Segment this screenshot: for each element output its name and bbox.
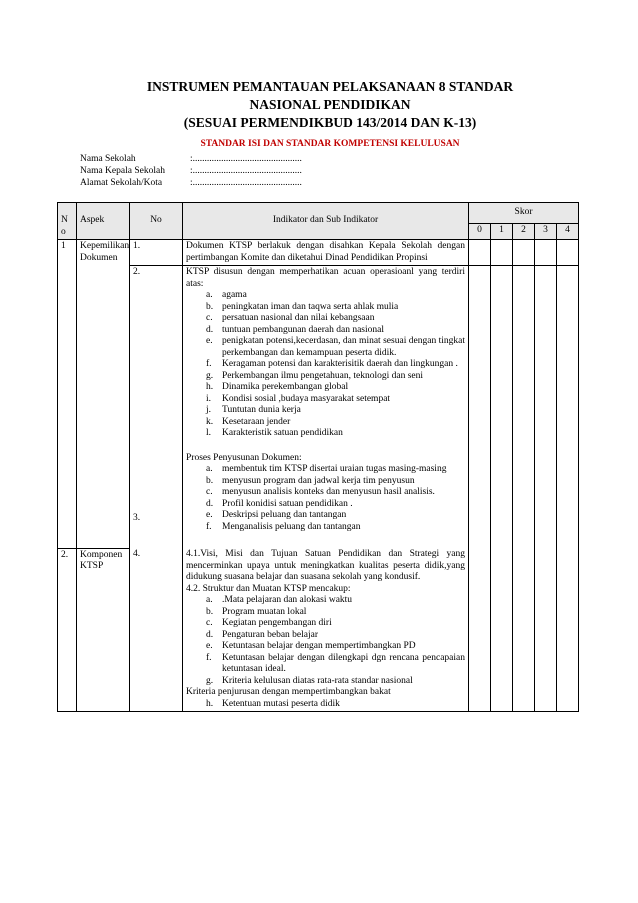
score-cell[interactable]: [557, 240, 579, 266]
header-no-line2: o: [61, 226, 66, 237]
list-item: [206, 290, 465, 302]
list-text: Deskripsi peluang dan tantangan: [222, 510, 347, 520]
list-text: Ketuntasan belajar dengan dilengkapi dgn rencana pencapaian ketuntasan ideal.: [222, 652, 465, 674]
list-marker: d.: [206, 324, 214, 335]
list-marker: l.: [206, 428, 212, 438]
list-text: menyusun program dan jadwal kerja tim penyusun: [222, 475, 415, 486]
list-item: [206, 699, 465, 711]
list-marker: g.: [206, 675, 214, 686]
list-item: [206, 522, 465, 534]
score-cell[interactable]: [513, 548, 535, 712]
list-marker: e.: [206, 510, 213, 520]
row-aspek: Kepemilikan Dokumen: [77, 240, 130, 549]
list-text: Program muatan lokal: [222, 606, 307, 617]
list-item: [206, 313, 465, 325]
list-item: [206, 487, 465, 499]
header-skor: Skor: [469, 203, 579, 224]
list-text: Keragaman potensi dan karakterisitik daerah dan lingkungan .: [222, 359, 458, 369]
title-line-3: (SESUAI PERMENDIKBUD 143/2014 DAN K-13): [183, 115, 477, 130]
skor-1: 1: [491, 224, 513, 240]
list-text: tuntuan pembangunan daerah dan nasional: [222, 324, 384, 335]
list-marker: b.: [206, 301, 214, 312]
list-item: [206, 336, 465, 359]
list-item: [206, 417, 465, 429]
score-cell[interactable]: [491, 240, 513, 266]
list-marker: b.: [206, 475, 214, 486]
list-text: Pengaturan beban belajar: [222, 629, 319, 640]
list-item: [206, 607, 465, 619]
info-label: Alamat Sekolah/Kota: [80, 178, 163, 188]
header-aspek: Aspek: [77, 203, 130, 240]
list-item: [206, 464, 465, 476]
score-cell[interactable]: [491, 266, 513, 549]
score-cell[interactable]: [535, 548, 557, 712]
list-text: menyusun analisis konteks dan menyusun hasil analisis.: [222, 487, 435, 497]
list-marker: c.: [206, 487, 213, 497]
indicator-number: 2.: [133, 267, 141, 277]
score-cell[interactable]: [535, 266, 557, 549]
list-text: Profil konidisi satuan pendidikan .: [222, 498, 353, 509]
indicator-text: Dokumen KTSP berlakuk dengan disahkan Kepala Sekolah dengan pertimbangan Komite dan diketahui Dinad Pendidikan Propinsi: [183, 240, 469, 266]
list-marker: i.: [206, 393, 212, 404]
list-marker: b.: [206, 606, 214, 617]
school-info: [80, 153, 302, 189]
list-item: [206, 653, 465, 676]
list-marker: k.: [206, 416, 214, 427]
list-marker: j.: [206, 405, 212, 415]
list-marker: f.: [206, 521, 212, 532]
list-text: Tuntutan dunia kerja: [222, 405, 301, 415]
list-text: Perkembangan ilmu pengetahuan, teknologi dan seni: [222, 370, 424, 381]
skor-2: 2: [513, 224, 535, 240]
row-aspek: Komponen KTSP: [77, 548, 130, 712]
list-item: [206, 595, 465, 607]
row-number: 1: [58, 240, 77, 549]
header-no: [58, 203, 77, 240]
list-item: [206, 630, 465, 642]
list-text: Ketentuan mutasi peserta didik: [222, 698, 340, 709]
list-marker: c.: [206, 313, 213, 323]
list-text: .Mata pelajaran dan alokasi waktu: [222, 595, 353, 605]
list-item: [206, 359, 465, 371]
list-item: [206, 325, 465, 337]
list-marker: a.: [206, 464, 213, 474]
title-line-2: NASIONAL PENDIDIKAN: [249, 97, 411, 112]
header-indikator: Indikator dan Sub Indikator: [183, 203, 469, 240]
list-item: [206, 302, 465, 314]
sub-indicator-list: [186, 290, 465, 440]
list-text: Karakteristik satuan pendidikan: [222, 428, 343, 438]
indicator-number-group: [130, 266, 183, 549]
list-marker: f.: [206, 652, 212, 663]
score-cell[interactable]: [557, 548, 579, 712]
indicator-number: 4.: [130, 548, 183, 712]
skor-3: 3: [535, 224, 557, 240]
table-header-row: [58, 203, 579, 224]
list-item: [206, 499, 465, 511]
list-marker: g.: [206, 370, 214, 381]
score-cell[interactable]: [469, 548, 491, 712]
list-item: [206, 476, 465, 488]
header-no-item: No: [130, 203, 183, 240]
list-text: Dinamika perekembangan global: [222, 382, 349, 392]
document-title: [80, 78, 580, 132]
list-text: Kriteria kelulusan diatas rata-rata standar nasional: [222, 675, 413, 686]
info-value: :..............................................: [190, 154, 302, 164]
indicator-text: Proses Penyusunan Dokumen:: [186, 452, 302, 463]
list-marker: d.: [206, 629, 214, 640]
list-marker: h.: [206, 698, 214, 709]
list-item: [206, 394, 465, 406]
indicator-text: 4.2. Struktur dan Muatan KTSP mencakup:: [186, 583, 351, 594]
section-subtitle: STANDAR ISI DAN STANDAR KOMPETENSI KELULUSAN: [200, 139, 460, 149]
list-text: Kesetaraan jender: [222, 416, 291, 427]
list-text: penigkatan potensi,kecerdasan, dan minat sesuai dengan tingkat perkembangan dan kemampuan peserta didik.: [222, 336, 465, 358]
skor-4: 4: [557, 224, 579, 240]
table-row: [58, 240, 579, 266]
list-text: Kondisi sosial ,budaya masyarakat setempat: [222, 393, 391, 404]
indicator-text: Kriteria penjurusan dengan mempertimbangkan bakat: [186, 687, 391, 697]
list-marker: c.: [206, 618, 213, 628]
indicator-text: 4.1.Visi, Misi dan Tujuan Satuan Pendidikan dan Strategi yang mencerminkan upaya untuk meningkatkan kualitas peserta didik,yang didukung suasana belajar dan suasana sekolah yang kondusif.: [186, 549, 465, 582]
list-item: [206, 405, 465, 417]
info-value: :..............................................: [190, 166, 302, 176]
list-marker: d.: [206, 498, 214, 509]
score-cell[interactable]: [513, 240, 535, 266]
indicator-text: KTSP disusun dengan memperhatikan acuan operasioanl yang terdiri atas:: [186, 267, 465, 289]
info-row-school-name: [80, 153, 302, 165]
info-row-principal: [80, 165, 302, 177]
list-item: [206, 371, 465, 383]
list-item: [206, 510, 465, 522]
sub-indicator-list: [186, 464, 465, 533]
list-marker: f.: [206, 359, 212, 369]
info-label: Nama Kepala Sekolah: [80, 166, 165, 176]
indicator-number: 3.: [133, 512, 141, 523]
list-text: peningkatan iman dan taqwa serta ahlak mulia: [222, 301, 399, 312]
list-text: agama: [222, 290, 247, 300]
list-marker: e.: [206, 336, 213, 346]
score-cell[interactable]: [513, 266, 535, 549]
info-value: :..............................................: [190, 178, 302, 188]
header-no-line1: N: [61, 215, 68, 225]
list-text: Kegiatan pengembangan diri: [222, 618, 332, 628]
indicator-group: [183, 548, 469, 712]
list-marker: h.: [206, 382, 214, 392]
indicator-group: [183, 266, 469, 549]
score-cell[interactable]: [491, 548, 513, 712]
skor-0: 0: [469, 224, 491, 240]
score-cell[interactable]: [469, 240, 491, 266]
score-cell[interactable]: [469, 266, 491, 549]
title-line-1: INSTRUMEN PEMANTAUAN PELAKSANAAN 8 STANDAR: [146, 79, 514, 94]
table-row: [58, 548, 579, 712]
list-marker: e.: [206, 641, 213, 651]
info-row-address: [80, 177, 302, 189]
list-text: Ketuntasan belajar dengan mempertimbangkan PD: [222, 641, 416, 651]
list-item: [206, 382, 465, 394]
score-cell[interactable]: [535, 240, 557, 266]
indicator-number: 1.: [130, 240, 183, 266]
score-cell[interactable]: [557, 266, 579, 549]
list-item: [206, 676, 465, 688]
list-marker: a.: [206, 595, 213, 605]
sub-indicator-list: [186, 595, 465, 687]
list-text: persatuan nasional dan nilai kebangsaan: [222, 313, 375, 323]
list-text: Menganalisis peluang dan tantangan: [222, 521, 361, 532]
list-item: [206, 641, 465, 653]
sub-indicator-list: [186, 699, 465, 711]
list-marker: a.: [206, 290, 213, 300]
row-number: 2.: [58, 548, 77, 712]
list-item: [206, 618, 465, 630]
monitoring-table: [57, 202, 579, 712]
info-label: Nama Sekolah: [80, 154, 136, 164]
list-item: [206, 428, 465, 440]
list-text: membentuk tim KTSP disertai uraian tugas masing-masing: [222, 464, 447, 474]
